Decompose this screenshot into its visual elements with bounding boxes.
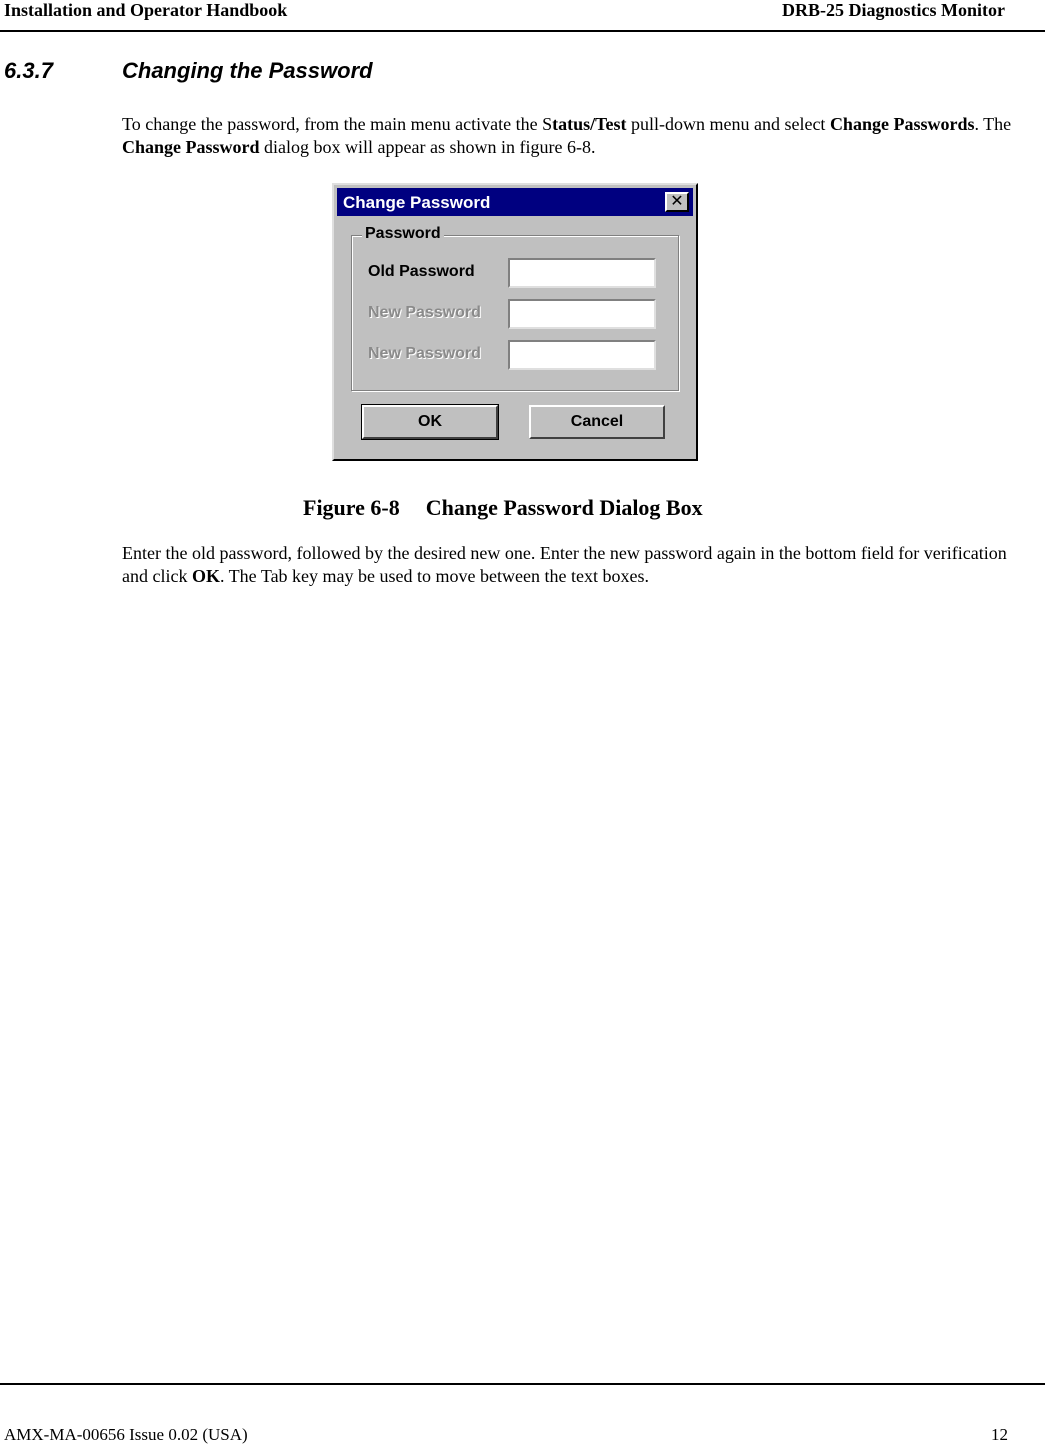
text-run: pull-down menu and select — [626, 114, 830, 134]
section-title: Changing the Password — [122, 58, 373, 83]
menu-name: tatus/Test — [552, 114, 627, 134]
header-product-title: DRB-25 Diagnostics Monitor — [782, 0, 1005, 20]
change-password-dialog — [332, 183, 698, 461]
groupbox-label: Password — [362, 225, 444, 243]
close-icon[interactable]: ✕ — [665, 192, 689, 212]
dialog-titlebar — [337, 188, 693, 216]
confirm-password-label: New Password — [368, 345, 481, 362]
figure-caption — [303, 495, 703, 521]
text-run: Enter the old password, followed by the desired new one. Enter the new password again in the bottom field for verification and click — [122, 543, 1007, 586]
page-footer — [0, 1383, 1045, 1442]
new-password-input[interactable] — [508, 299, 656, 329]
section-number: 6.3.7 — [4, 58, 53, 83]
confirm-password-input[interactable] — [508, 340, 656, 370]
ok-button[interactable]: OK — [362, 405, 498, 439]
page-number: 12 — [991, 1425, 1008, 1444]
password-groupbox — [351, 225, 679, 391]
dialog-title: Change Password — [343, 193, 491, 212]
old-password-label: Old Password — [368, 263, 475, 280]
figure-title: Change Password Dialog Box — [425, 495, 703, 520]
instructions-paragraph — [122, 542, 1022, 588]
text-run: To change the password, from the main menu activate the S — [122, 114, 553, 134]
button-name: OK — [191, 566, 220, 586]
old-password-input[interactable] — [508, 258, 656, 288]
figure-number: Figure 6-8 — [303, 495, 400, 520]
new-password-label: New Password — [368, 304, 481, 321]
text-run: . The Tab key may be used to move between the text boxes. — [220, 566, 649, 586]
menu-item-name: Change Passwords — [829, 114, 975, 134]
page-header — [0, 0, 1045, 32]
dialog-name: Change Password — [122, 137, 260, 157]
cancel-button[interactable]: Cancel — [529, 405, 665, 439]
header-doc-title: Installation and Operator Handbook — [4, 0, 288, 20]
section-heading — [4, 58, 373, 84]
text-run: dialog box will appear as shown in figure 6-8. — [259, 137, 596, 157]
document-reference: AMX-MA-00656 Issue 0.02 (USA) — [4, 1425, 248, 1444]
intro-paragraph — [122, 113, 1022, 159]
text-run: . The — [974, 114, 1012, 134]
